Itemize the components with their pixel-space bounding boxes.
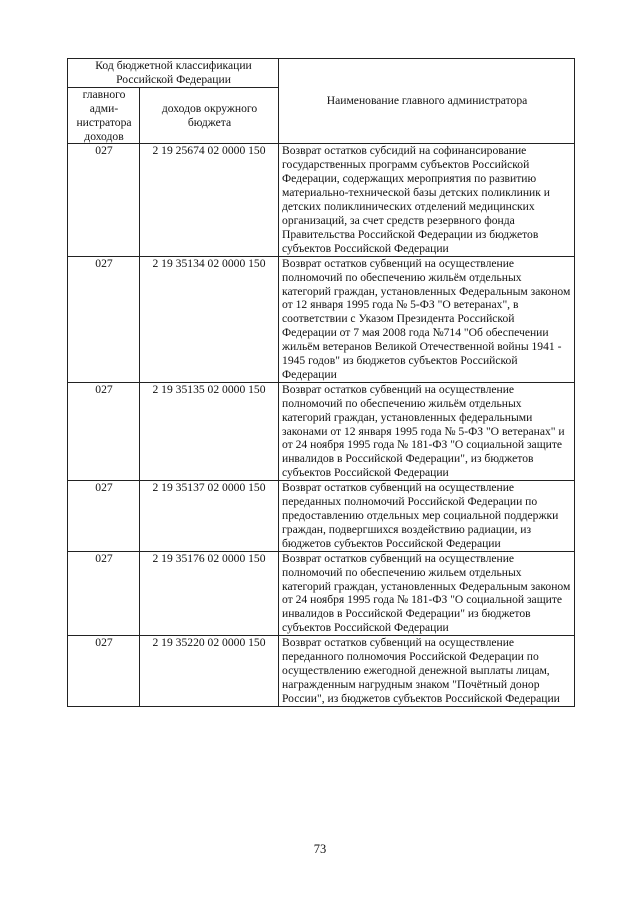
table-row	[68, 144, 575, 256]
header-group-title: Код бюджетной классификации Российской Федерации	[68, 59, 279, 88]
budget-code-cell: 2 19 35135 02 0000 150	[140, 382, 279, 480]
budget-code-cell: 2 19 35220 02 0000 150	[140, 636, 279, 707]
table-row	[68, 481, 575, 552]
admin-code-cell: 027	[68, 382, 140, 480]
administrator-name-cell: Возврат остатков субвенций на осуществление полномочий по обеспечению жильём отдельных категорий граждан, установленных Федеральным законом от 12 января 1995 года № 5-ФЗ "О ветеранах", в соответствии с Указом Президента Российской Федерации от 7 мая 2008 года №714 "Об обеспечении жильём ветеранов Великой Отечественной войны 1941 - 1945 годов" из бюджетов субъектов Российской Федерации	[279, 256, 575, 382]
administrator-name-cell: Возврат остатков субвенций на осуществление полномочий по обеспечению жильём отдельных категорий граждан, установленных федеральными законами от 12 января 1995 года № 5-ФЗ "О ветеранах" и от 24 ноября 1995 года № 181-ФЗ "О социальной защите инвалидов в Российской Федерации", из бюджетов субъектов Российской Федерации	[279, 382, 575, 480]
administrator-name-cell: Возврат остатков субсидий на софинансирование государственных программ субъектов Российской Федерации, содержащих мероприятия по развитию материально-технической базы детских поликлиник и детских поликлинических отделений медицинских организаций, за счет средств резервного фонда Правительства Российской Федерации из бюджетов субъектов Российской Федерации	[279, 144, 575, 256]
administrator-name-cell: Возврат остатков субвенций на осуществление переданного полномочия Российской Федерации по осуществлению ежегодной денежной выплаты лицам, награжденным нагрудным знаком "Почётный донор России", из бюджетов субъектов Российской Федерации	[279, 636, 575, 707]
header-district-budget-income: доходов окружного бюджета	[140, 87, 279, 144]
admin-code-cell: 027	[68, 256, 140, 382]
table-header-row-1	[68, 59, 575, 88]
page-number: 73	[313, 842, 327, 856]
administrator-name-cell: Возврат остатков субвенций на осуществление полномочий по обеспечению жильем отдельных категорий граждан, установленных Федеральным законом от 24 ноября 1995 года № 181-ФЗ "О социальной защите инвалидов в Российской Федерации" из бюджетов субъектов Российской Федерации	[279, 551, 575, 635]
header-admin-name: Наименование главного администратора	[279, 59, 575, 144]
budget-classification-table	[67, 58, 575, 707]
table-row	[68, 382, 575, 480]
admin-code-cell: 027	[68, 481, 140, 552]
administrator-name-cell: Возврат остатков субвенций на осуществление переданных полномочий Российской Федерации по предоставлению отдельных мер социальной поддержки граждан, подвергшихся воздействию радиации, из бюджетов субъектов Российской Федерации	[279, 481, 575, 552]
table-row	[68, 551, 575, 635]
budget-code-cell: 2 19 25674 02 0000 150	[140, 144, 279, 256]
admin-code-cell: 027	[68, 144, 140, 256]
table-row	[68, 636, 575, 707]
admin-code-cell: 027	[68, 636, 140, 707]
table-row	[68, 256, 575, 382]
header-main-admin: главного адми-нистратора доходов	[68, 87, 140, 144]
table-body	[68, 144, 575, 706]
admin-code-cell: 027	[68, 551, 140, 635]
budget-code-cell: 2 19 35137 02 0000 150	[140, 481, 279, 552]
budget-code-cell: 2 19 35176 02 0000 150	[140, 551, 279, 635]
budget-code-cell: 2 19 35134 02 0000 150	[140, 256, 279, 382]
